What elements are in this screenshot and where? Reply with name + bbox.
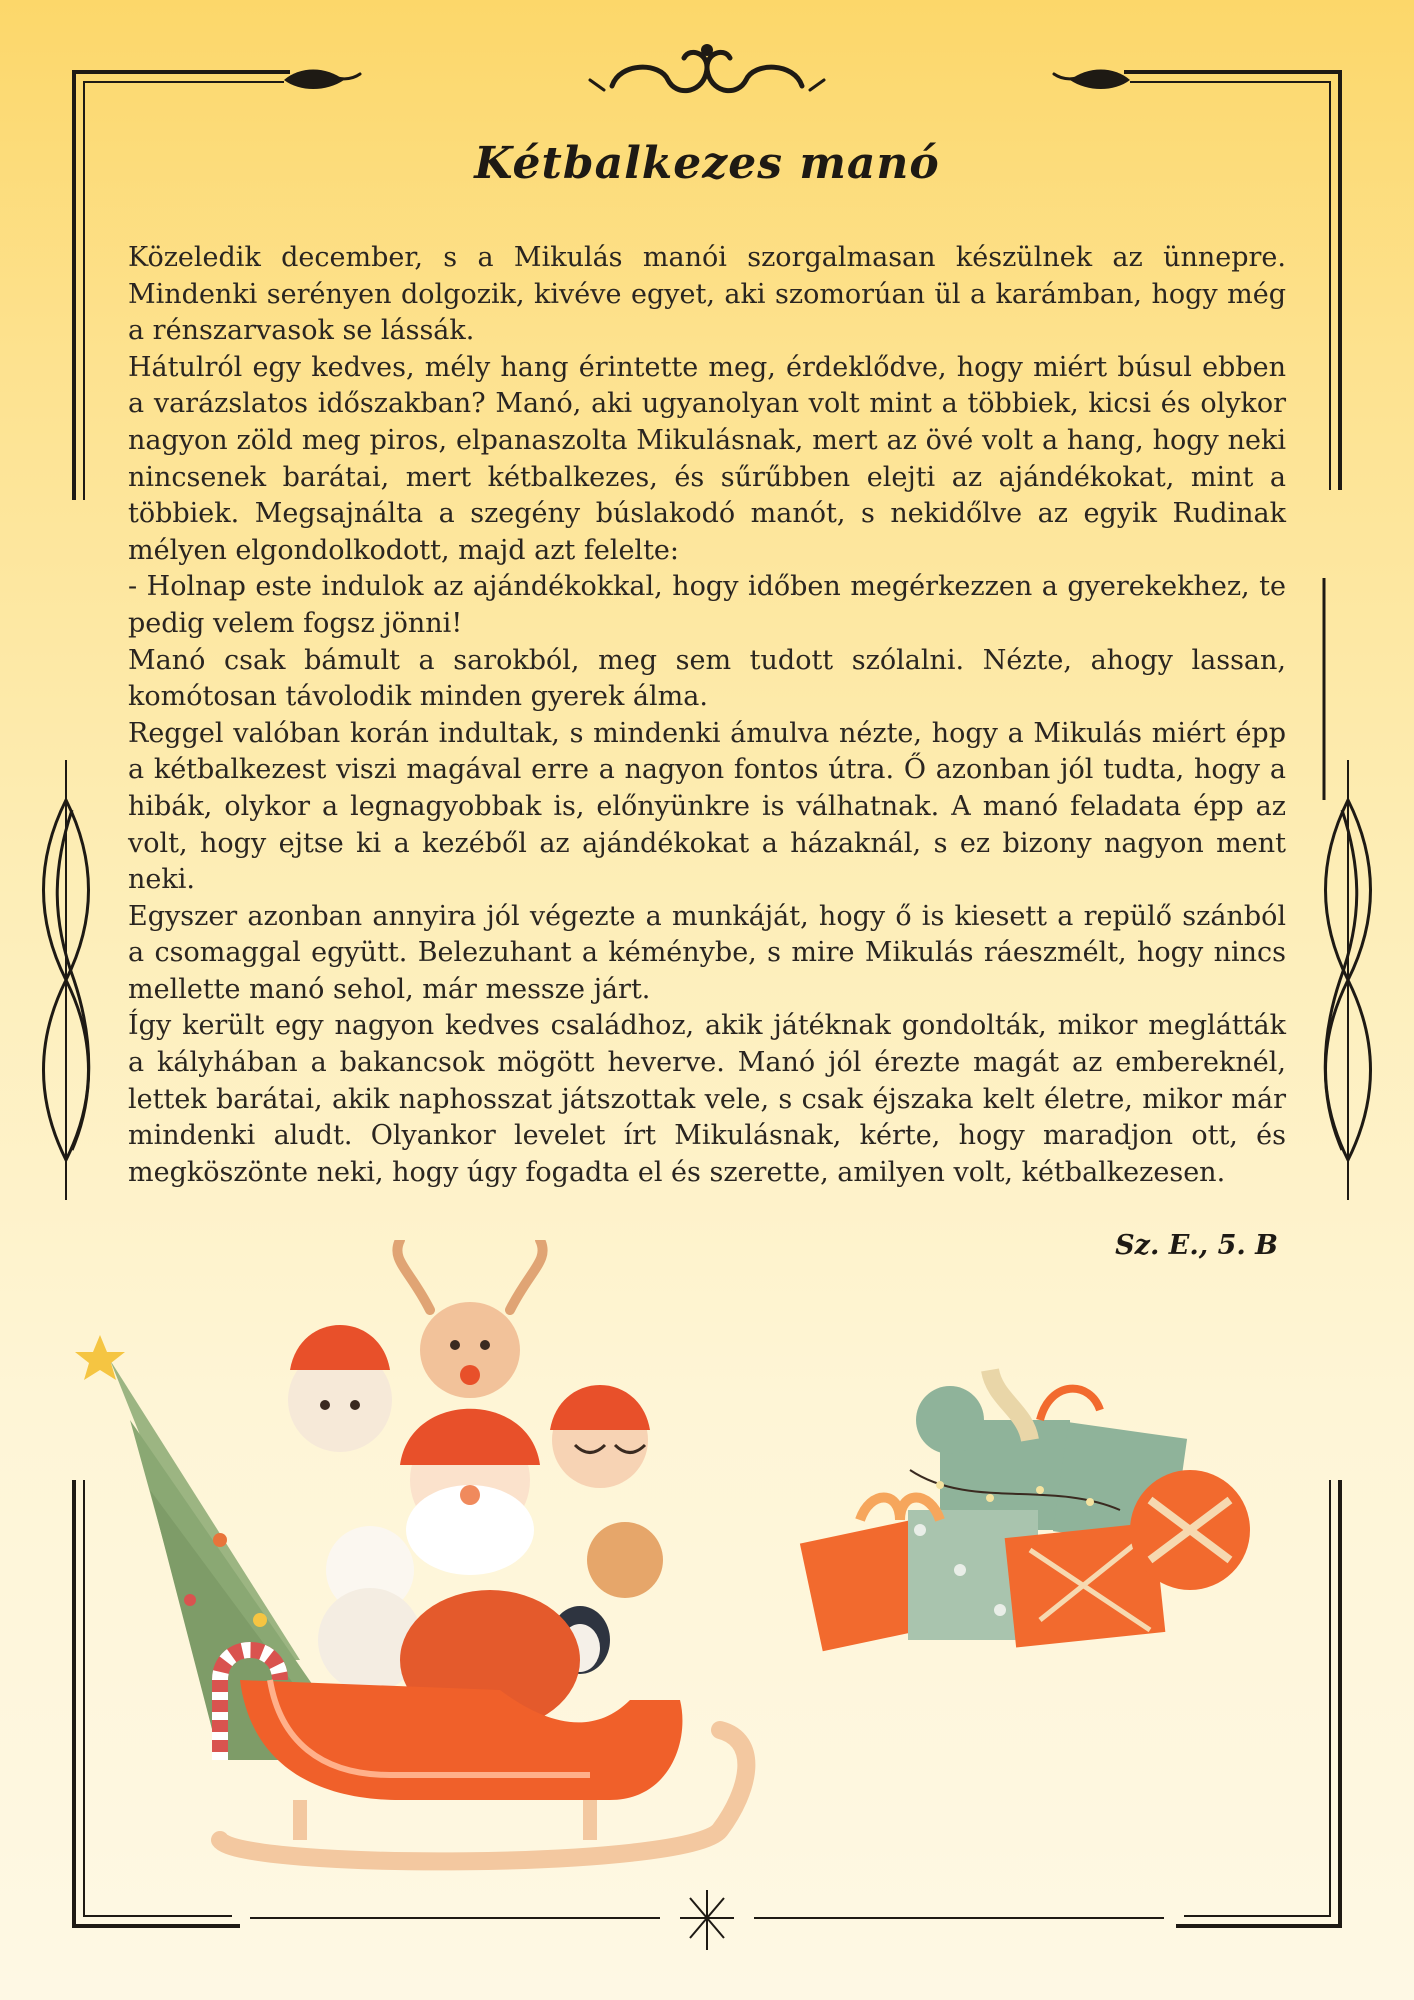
page-title: Kétbalkezes manó xyxy=(474,138,940,189)
top-flourish xyxy=(296,52,1118,90)
left-side-ornament xyxy=(44,760,89,1200)
gift-boxes-illustration xyxy=(790,1360,1260,1680)
sleigh-icon xyxy=(240,1680,682,1800)
story-paragraph: Közeledik december, s a Mikulás manói szorgalmasan készülnek az ünnepre. Mindenki serényen dolgozik, kivéve egyet, aki szomorúan ül a karámban, hogy még a rénszarvasok se lássák. xyxy=(128,242,1286,347)
story-paragraph: - Holnap este indulok az ajándékokkal, hogy időben megérkezzen a gyerekekhez, te pedig velem fogsz jönni! xyxy=(128,571,1286,639)
story-paragraph: Egyszer azonban annyira jól végezte a munkáját, hogy ő is kiesett a repülő szánból a csomaggal együtt. Belezuhant a kéménybe, s mire Mikulás ráeszmélt, hogy nincs mellette manó sehol, már messze járt. xyxy=(128,900,1286,1005)
santa-sleigh-illustration xyxy=(70,1240,790,1890)
story-paragraph: Manó csak bámult a sarokból, meg sem tudott szólalni. Nézte, ahogy lassan, komótosan távolodik minden gyerek álma. xyxy=(128,644,1286,713)
author-signature: Sz. E., 5. B xyxy=(1115,1230,1278,1261)
story-paragraph: Hátulról egy kedves, mély hang érintette meg, érdeklődve, hogy miért búsul ebben a varázslatos időszakban? Manó, aki ugyanolyan volt mint a többiek, kicsi és olykor nagyon zöld meg piros, elpanaszolta Mikulásnak, mert az övé volt a hang, hogy neki nincsenek barátai, mert kétbalkezes, és sűrűbben elejti az ajándékokat, mint a többiek. Megsajnálta a szegény búslakodó manót, s nekidőlve az egyik Rudinak mélyen elgondolkodott, majd azt felelte: xyxy=(128,351,1286,566)
story-paragraph: Így került egy nagyon kedves családhoz, akik játéknak gondolták, mikor meglátták a kályhában a bakancsok mögött heverve. Manó jól érezte magát az embereknél, lettek barátai, akik naphosszat játszottak vele, s csak éjszaka kelt életre, mikor már mindenki aludt. Olyankor levelet írt Mikulásnak, kérte, hogy maradjon ott, és megköszönte neki, hogy úgy fogadta el és szerette, amilyen volt, kétbalkezesen. xyxy=(128,1010,1286,1188)
gingerbread-icon xyxy=(587,1522,663,1598)
story-paragraph: Reggel valóban korán indultak, s mindenki ámulva nézte, hogy a Mikulás miért épp a kétbalkezest viszi magával erre a nagyon fontos útra. Ő azonban jól tudta, hogy a hibák, olykor a legnagyobbak is, előnyünkre is válhatnak. A manó feladata épp az volt, hogy ejtse ki a kezéből az ajándékokat a házaknál, s ez bizony nagyon ment neki. xyxy=(128,717,1286,896)
story-body xyxy=(128,240,1286,1191)
right-side-ornament xyxy=(1325,760,1370,1200)
bottom-flourish xyxy=(250,1890,1164,1950)
